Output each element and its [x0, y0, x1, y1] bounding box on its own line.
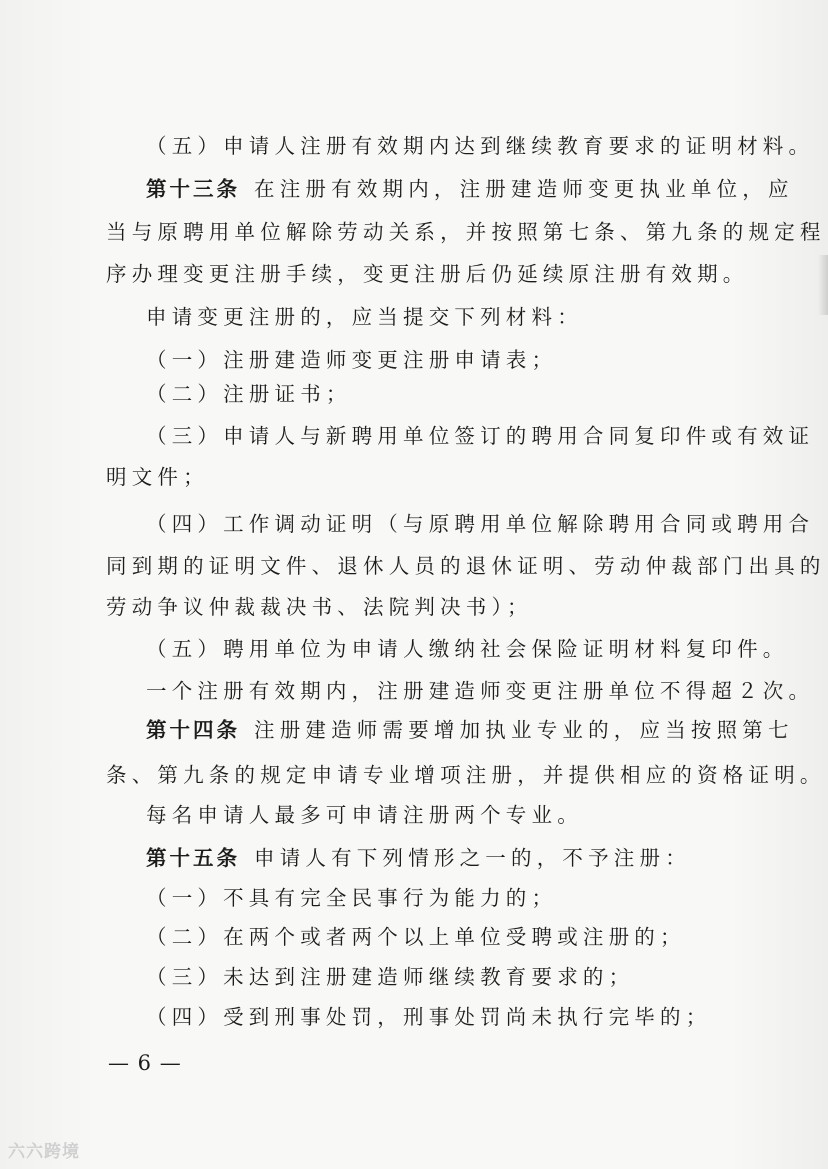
- text-line-content: 每名申请人最多可申请注册两个专业。: [146, 803, 583, 827]
- text-line: [146, 131, 814, 161]
- text-line: [146, 302, 583, 332]
- text-line-content: （一）不具有完全民事行为能力的；: [146, 886, 558, 910]
- text-line: [106, 592, 533, 622]
- article-14-label: 第十四条: [146, 718, 240, 742]
- text-line: [146, 1002, 711, 1032]
- text-line-content: （二）注册证书；: [146, 382, 352, 406]
- text-line-content: 当与原聘用单位解除劳动关系，并按照第七条、第九条的规定程: [106, 220, 826, 244]
- text-line-content: （四）工作调动证明（与原聘用单位解除聘用合同或聘用合: [146, 512, 815, 536]
- text-line-content: 注册建造师需要增加执业专业的，应当按照第七: [254, 718, 794, 742]
- text-line-content: （一）注册建造师变更注册申请表；: [146, 348, 558, 372]
- text-line: [106, 462, 209, 492]
- text-line-content: （三）申请人与新聘用单位签订的聘用合同复印件或有效证: [146, 424, 815, 448]
- text-line: [146, 509, 814, 539]
- text-line-content: 同到期的证明文件、退休人员的退休证明、劳动仲裁部门出具的: [106, 554, 826, 578]
- text-line-content: （五）聘用单位为申请人缴纳社会保险证明材料复印件。: [146, 637, 789, 661]
- article-13-line: [146, 174, 794, 204]
- text-line-content: （四）受到刑事处罚，刑事处罚尚未执行完毕的；: [146, 1005, 712, 1029]
- text-line: [146, 962, 634, 992]
- text-line-content: 条、第九条的规定申请专业增项注册，并提供相应的资格证明。: [106, 763, 826, 787]
- text-line-content: （二）在两个或者两个以上单位受聘或注册的；: [146, 925, 686, 949]
- text-line: [146, 345, 557, 375]
- text-line-content: （五）申请人注册有效期内达到继续教育要求的证明材料。: [146, 134, 815, 158]
- text-line: [106, 259, 749, 289]
- text-line: [146, 922, 686, 952]
- text-line: [106, 217, 826, 247]
- text-line-content: 序办理变更注册手续，变更注册后仍延续原注册有效期。: [106, 262, 749, 286]
- text-line: [146, 800, 583, 830]
- text-line-content: 一个注册有效期内，注册建造师变更注册单位不得超２次。: [146, 679, 815, 703]
- text-line-content: 申请变更注册的，应当提交下列材料：: [146, 305, 583, 329]
- text-line-content: 明文件；: [106, 465, 209, 489]
- text-line-content: 劳动争议仲裁裁决书、法院判决书）；: [106, 595, 533, 619]
- text-line: [146, 379, 352, 409]
- article-15-label: 第十五条: [146, 846, 240, 870]
- text-line-content: 申请人有下列情形之一的，不予注册：: [254, 846, 691, 870]
- page-number: — 6 —: [108, 1051, 182, 1075]
- article-13-label: 第十三条: [146, 177, 240, 201]
- text-line: [146, 421, 814, 451]
- text-line: [146, 676, 814, 706]
- text-line-content: （三）未达到注册建造师继续教育要求的；: [146, 965, 635, 989]
- text-line: [146, 883, 557, 913]
- text-line-content: 在注册有效期内，注册建造师变更执业单位，应: [254, 177, 794, 201]
- article-14-line: [146, 715, 794, 745]
- watermark: 六六跨境: [8, 1142, 80, 1162]
- text-line: [106, 551, 826, 581]
- page-edge-shadow: [818, 255, 828, 315]
- text-line: [146, 634, 789, 664]
- text-line: [106, 760, 826, 790]
- article-15-line: [146, 843, 691, 873]
